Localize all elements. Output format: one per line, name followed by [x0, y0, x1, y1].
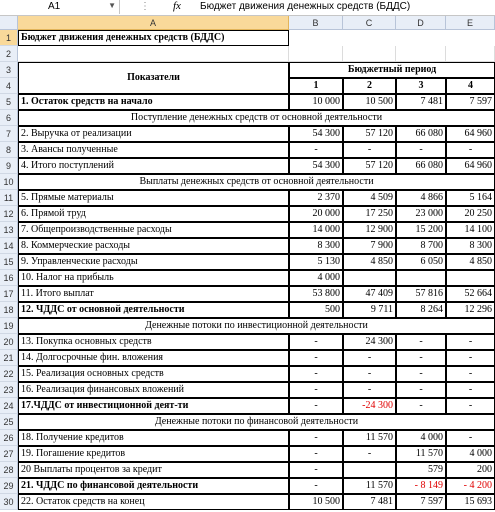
- row-header-30[interactable]: 30: [0, 494, 18, 510]
- value-cell[interactable]: 14 000: [289, 222, 343, 238]
- section-header[interactable]: Выплаты денежных средств от основной деятельности: [18, 174, 495, 190]
- value-cell[interactable]: 20 000: [289, 206, 343, 222]
- value-cell[interactable]: -: [343, 446, 396, 462]
- value-cell[interactable]: -: [446, 350, 495, 366]
- value-cell[interactable]: -: [446, 398, 495, 414]
- value-cell[interactable]: -: [289, 350, 343, 366]
- row-label[interactable]: 14. Долгосрочные фин. вложения: [18, 350, 289, 366]
- value-cell[interactable]: -: [396, 350, 446, 366]
- column-header-b[interactable]: B: [289, 16, 343, 30]
- value-cell[interactable]: -: [289, 430, 343, 446]
- value-cell[interactable]: 8 300: [446, 238, 495, 254]
- value-cell[interactable]: 7 597: [396, 494, 446, 510]
- row-header-6[interactable]: 6: [0, 110, 18, 126]
- value-cell[interactable]: -: [343, 142, 396, 158]
- value-cell[interactable]: 10 000: [289, 94, 343, 110]
- value-cell[interactable]: 200: [446, 462, 495, 478]
- row-header-25[interactable]: 25: [0, 414, 18, 430]
- value-cell[interactable]: 4 866: [396, 190, 446, 206]
- row-header-2[interactable]: 2: [0, 46, 18, 62]
- value-cell[interactable]: 57 120: [343, 126, 396, 142]
- value-cell[interactable]: 4 000: [446, 446, 495, 462]
- resize-handle-icon[interactable]: ⋮: [140, 1, 150, 12]
- row-label[interactable]: 15. Реализация основных средств: [18, 366, 289, 382]
- value-cell[interactable]: -: [289, 446, 343, 462]
- row-header-13[interactable]: 13: [0, 222, 18, 238]
- value-cell[interactable]: 11 570: [343, 430, 396, 446]
- value-cell[interactable]: 64 960: [446, 126, 495, 142]
- row-header-26[interactable]: 26: [0, 430, 18, 446]
- value-cell[interactable]: 10 500: [289, 494, 343, 510]
- value-cell[interactable]: 20 250: [446, 206, 495, 222]
- row-header-8[interactable]: 8: [0, 142, 18, 158]
- value-cell[interactable]: 10 500: [343, 94, 396, 110]
- row-header-23[interactable]: 23: [0, 382, 18, 398]
- row-label[interactable]: 4. Итого поступлений: [18, 158, 289, 174]
- value-cell[interactable]: -24 300: [343, 398, 396, 414]
- value-cell[interactable]: 66 080: [396, 126, 446, 142]
- value-cell[interactable]: - 8 149: [396, 478, 446, 494]
- value-cell[interactable]: 12 900: [343, 222, 396, 238]
- value-cell[interactable]: 7 597: [446, 94, 495, 110]
- value-cell[interactable]: 12 296: [446, 302, 495, 318]
- column-header-c[interactable]: C: [343, 16, 396, 30]
- value-cell[interactable]: -: [289, 366, 343, 382]
- value-cell[interactable]: 47 409: [343, 286, 396, 302]
- value-cell[interactable]: 66 080: [396, 158, 446, 174]
- period-header[interactable]: 4: [446, 78, 495, 94]
- empty-cell[interactable]: [446, 46, 495, 62]
- period-header[interactable]: 1: [289, 78, 343, 94]
- row-header-1[interactable]: 1: [0, 30, 18, 46]
- value-cell[interactable]: -: [289, 478, 343, 494]
- row-header-16[interactable]: 16: [0, 270, 18, 286]
- row-label[interactable]: 12. ЧДДС от основной деятельности: [18, 302, 289, 318]
- section-header[interactable]: Денежные потоки по финансовой деятельности: [18, 414, 495, 430]
- value-cell[interactable]: 2 370: [289, 190, 343, 206]
- row-label[interactable]: 19. Погашение кредитов: [18, 446, 289, 462]
- empty-cell[interactable]: [343, 46, 396, 62]
- value-cell[interactable]: 7 481: [396, 94, 446, 110]
- value-cell[interactable]: 57 816: [396, 286, 446, 302]
- row-header-18[interactable]: 18: [0, 302, 18, 318]
- row-header-10[interactable]: 10: [0, 174, 18, 190]
- row-header-21[interactable]: 21: [0, 350, 18, 366]
- row-header-12[interactable]: 12: [0, 206, 18, 222]
- value-cell[interactable]: [396, 270, 446, 286]
- indicators-header[interactable]: Показатели: [18, 62, 289, 94]
- value-cell[interactable]: 23 000: [396, 206, 446, 222]
- row-label[interactable]: 16. Реализация финансовых вложений: [18, 382, 289, 398]
- row-header-20[interactable]: 20: [0, 334, 18, 350]
- row-header-19[interactable]: 19: [0, 318, 18, 334]
- value-cell[interactable]: 24 300: [343, 334, 396, 350]
- value-cell[interactable]: 57 120: [343, 158, 396, 174]
- value-cell[interactable]: -: [446, 382, 495, 398]
- row-header-9[interactable]: 9: [0, 158, 18, 174]
- value-cell[interactable]: -: [396, 398, 446, 414]
- row-label[interactable]: 18. Получение кредитов: [18, 430, 289, 446]
- value-cell[interactable]: 4 000: [396, 430, 446, 446]
- name-box-value: A1: [48, 1, 61, 12]
- row-label[interactable]: 1. Остаток средств на начало: [18, 94, 289, 110]
- row-header-5[interactable]: 5: [0, 94, 18, 110]
- row-header-17[interactable]: 17: [0, 286, 18, 302]
- value-cell[interactable]: 5 130: [289, 254, 343, 270]
- value-cell[interactable]: - 4 200: [446, 478, 495, 494]
- row-header-24[interactable]: 24: [0, 398, 18, 414]
- period-header[interactable]: 2: [343, 78, 396, 94]
- value-cell[interactable]: 17 250: [343, 206, 396, 222]
- empty-cell[interactable]: [18, 46, 289, 62]
- value-cell[interactable]: 8 700: [396, 238, 446, 254]
- value-cell[interactable]: 15 693: [446, 494, 495, 510]
- row-label[interactable]: 2. Выручка от реализации: [18, 126, 289, 142]
- value-cell[interactable]: -: [289, 334, 343, 350]
- value-cell[interactable]: -: [289, 398, 343, 414]
- row-header-4[interactable]: 4: [0, 78, 18, 94]
- row-label[interactable]: 7. Общепроизводственные расходы: [18, 222, 289, 238]
- row-label[interactable]: 13. Покупка основных средств: [18, 334, 289, 350]
- value-cell[interactable]: 8 300: [289, 238, 343, 254]
- value-cell[interactable]: 54 300: [289, 126, 343, 142]
- value-cell[interactable]: -: [446, 334, 495, 350]
- column-header-e[interactable]: E: [446, 16, 495, 30]
- row-header-7[interactable]: 7: [0, 126, 18, 142]
- row-header-14[interactable]: 14: [0, 238, 18, 254]
- value-cell[interactable]: -: [343, 382, 396, 398]
- value-cell[interactable]: 7 900: [343, 238, 396, 254]
- value-cell[interactable]: -: [396, 366, 446, 382]
- value-cell[interactable]: 6 050: [396, 254, 446, 270]
- value-cell[interactable]: 5 164: [446, 190, 495, 206]
- value-cell[interactable]: [343, 462, 396, 478]
- period-header[interactable]: 3: [396, 78, 446, 94]
- value-cell[interactable]: 11 570: [343, 478, 396, 494]
- value-cell[interactable]: -: [343, 350, 396, 366]
- value-cell[interactable]: 9 711: [343, 302, 396, 318]
- row-label[interactable]: 8. Коммерческие расходы: [18, 238, 289, 254]
- value-cell[interactable]: -: [289, 382, 343, 398]
- row-header-28[interactable]: 28: [0, 462, 18, 478]
- section-header[interactable]: Денежные потоки по инвестиционной деятельности: [18, 318, 495, 334]
- value-cell[interactable]: 4 509: [343, 190, 396, 206]
- value-cell[interactable]: 15 200: [396, 222, 446, 238]
- value-cell[interactable]: -: [396, 142, 446, 158]
- value-cell[interactable]: 8 264: [396, 302, 446, 318]
- row-label[interactable]: 11. Итого выплат: [18, 286, 289, 302]
- column-header-a[interactable]: A: [18, 16, 289, 30]
- section-header[interactable]: Поступление денежных средств от основной деятельности: [18, 110, 495, 126]
- value-cell[interactable]: 52 664: [446, 286, 495, 302]
- value-cell[interactable]: 500: [289, 302, 343, 318]
- value-cell[interactable]: -: [446, 366, 495, 382]
- value-cell[interactable]: -: [396, 382, 446, 398]
- value-cell[interactable]: -: [289, 462, 343, 478]
- value-cell[interactable]: 7 481: [343, 494, 396, 510]
- value-cell[interactable]: -: [446, 142, 495, 158]
- value-cell[interactable]: [446, 270, 495, 286]
- row-header-27[interactable]: 27: [0, 446, 18, 462]
- value-cell[interactable]: -: [446, 430, 495, 446]
- value-cell[interactable]: [343, 270, 396, 286]
- formula-bar: [0, 0, 495, 16]
- value-cell[interactable]: 4 850: [446, 254, 495, 270]
- row-label[interactable]: 9. Управленческие расходы: [18, 254, 289, 270]
- value-cell[interactable]: 579: [396, 462, 446, 478]
- empty-cell[interactable]: [396, 46, 446, 62]
- empty-cell[interactable]: [289, 46, 343, 62]
- row-header-15[interactable]: 15: [0, 254, 18, 270]
- row-label[interactable]: 3. Авансы полученные: [18, 142, 289, 158]
- row-label[interactable]: 6. Прямой труд: [18, 206, 289, 222]
- budget-period-header[interactable]: Бюджетный период: [289, 62, 495, 78]
- row-label[interactable]: 22. Остаток средств на конец: [18, 494, 289, 510]
- select-all-corner[interactable]: [0, 16, 18, 30]
- row-label[interactable]: 20 Выплаты процентов за кредит: [18, 462, 289, 478]
- row-label[interactable]: 10. Налог на прибыль: [18, 270, 289, 286]
- value-cell[interactable]: 54 300: [289, 158, 343, 174]
- column-header-d[interactable]: D: [396, 16, 446, 30]
- row-header-22[interactable]: 22: [0, 366, 18, 382]
- value-cell[interactable]: 53 800: [289, 286, 343, 302]
- function-icon[interactable]: fx: [173, 0, 181, 12]
- value-cell[interactable]: -: [289, 142, 343, 158]
- chevron-down-icon[interactable]: ▼: [108, 1, 116, 10]
- name-box[interactable]: [0, 0, 120, 14]
- row-label[interactable]: 5. Прямые материалы: [18, 190, 289, 206]
- value-cell[interactable]: 64 960: [446, 158, 495, 174]
- row-label[interactable]: 21. ЧДДС по финансовой деятельности: [18, 478, 289, 494]
- row-label[interactable]: 17.ЧДДС от инвестиционной деят-ти: [18, 398, 289, 414]
- formula-input[interactable]: Бюджет движения денежных средств (БДДС): [200, 1, 411, 12]
- value-cell[interactable]: 4 850: [343, 254, 396, 270]
- value-cell[interactable]: -: [396, 334, 446, 350]
- sheet-title-cell[interactable]: Бюджет движения денежных средств (БДДС): [18, 30, 289, 46]
- row-header-29[interactable]: 29: [0, 478, 18, 494]
- value-cell[interactable]: 14 100: [446, 222, 495, 238]
- value-cell[interactable]: 11 570: [396, 446, 446, 462]
- value-cell[interactable]: 4 000: [289, 270, 343, 286]
- value-cell[interactable]: -: [343, 366, 396, 382]
- row-header-3[interactable]: 3: [0, 62, 18, 78]
- row-header-11[interactable]: 11: [0, 190, 18, 206]
